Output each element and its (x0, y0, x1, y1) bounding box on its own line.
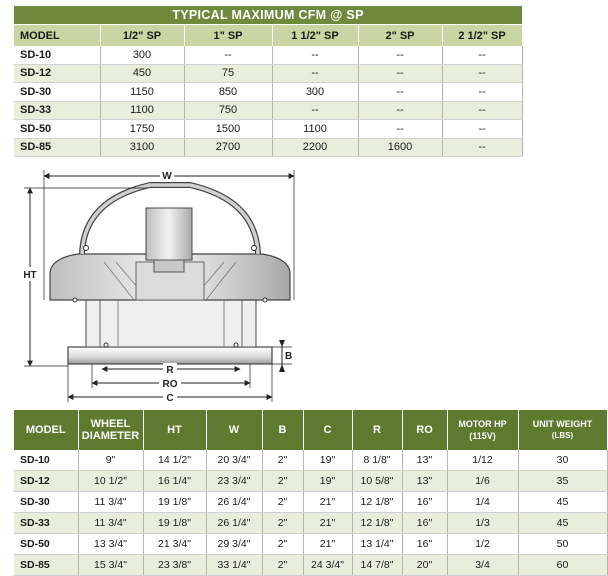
model-cell: SD-85 (14, 555, 78, 576)
cfm-cell: 2200 (272, 138, 358, 157)
spec-cell: 12 1/8" (352, 492, 402, 513)
spec-cell: 14 7/8" (352, 555, 402, 576)
cfm-cell: 75 (184, 64, 272, 83)
spec-cell: 21" (303, 513, 352, 534)
table-row (14, 555, 607, 576)
spec-cell: 15 3/4" (78, 555, 143, 576)
model-cell: SD-12 (14, 64, 100, 83)
spec-cell: 21" (303, 492, 352, 513)
spec-cell: 30 (518, 450, 607, 471)
model-cell: SD-85 (14, 138, 100, 157)
cfm-cell: -- (442, 138, 522, 157)
spec-cell: 45 (518, 492, 607, 513)
fan-dimension-drawing (0, 160, 608, 406)
spec-cell: 1/6 (447, 471, 518, 492)
cfm-cell: -- (184, 46, 272, 64)
spec-table (14, 410, 608, 576)
cfm-cell: -- (442, 120, 522, 139)
model-cell: SD-10 (14, 46, 100, 64)
cfm-header-two-half-sp: 2 1/2" SP (442, 25, 522, 47)
spec-header-b: B (262, 410, 303, 450)
spec-cell: 19 1/8" (143, 513, 206, 534)
spec-cell: 35 (518, 471, 607, 492)
spec-cell: 1/12 (447, 450, 518, 471)
cfm-cell: 1500 (184, 120, 272, 139)
spec-cell: 3/4 (447, 555, 518, 576)
spec-cell: 16 1/4" (143, 471, 206, 492)
spec-cell: 24 3/4" (303, 555, 352, 576)
model-cell: SD-12 (14, 471, 78, 492)
table-row (14, 83, 522, 102)
spec-cell: 2" (262, 450, 303, 471)
spec-cell: 16" (402, 492, 447, 513)
table-row (14, 450, 607, 471)
motor (146, 208, 192, 260)
table-row (14, 46, 522, 64)
spec-cell: 13" (402, 471, 447, 492)
cfm-cell: 2700 (184, 138, 272, 157)
spec-cell: 21 3/4" (143, 534, 206, 555)
spec-cell: 2" (262, 513, 303, 534)
model-cell: SD-30 (14, 83, 100, 102)
cfm-table-header-row (14, 25, 522, 47)
cfm-cell: 1600 (358, 138, 442, 157)
cfm-cell: 1150 (100, 83, 184, 102)
cfm-cell: 300 (272, 83, 358, 102)
spec-header-model: MODEL (14, 410, 78, 450)
spec-cell: 13" (402, 450, 447, 471)
b-label: B (285, 351, 293, 362)
cfm-header-half-sp: 1/2" SP (100, 25, 184, 47)
spec-cell: 14 1/2" (143, 450, 206, 471)
spec-cell: 26 1/4" (206, 492, 262, 513)
spec-header-wheel-diameter: WHEEL DIAMETER (78, 410, 143, 450)
spec-header-w: W (206, 410, 262, 450)
cfm-cell: -- (442, 46, 522, 64)
spec-cell: 8 1/8" (352, 450, 402, 471)
w-label: W (162, 171, 172, 182)
cfm-table-title-row (14, 6, 522, 25)
spec-cell: 23 3/4" (206, 471, 262, 492)
spec-cell: 11 3/4" (78, 513, 143, 534)
cfm-cell: -- (358, 101, 442, 120)
spec-header-ht: HT (143, 410, 206, 450)
cfm-cell: -- (272, 64, 358, 83)
spec-cell: 11 3/4" (78, 492, 143, 513)
cfm-cell: -- (358, 64, 442, 83)
ht-label: HT (23, 270, 37, 281)
spec-cell: 1/4 (447, 492, 518, 513)
spec-cell: 2" (262, 471, 303, 492)
table-row (14, 471, 607, 492)
c-label: C (166, 393, 174, 404)
cfm-cell: 3100 (100, 138, 184, 157)
spec-cell: 50 (518, 534, 607, 555)
spec-cell: 2" (262, 555, 303, 576)
table-row (14, 513, 607, 534)
spec-cell: 20" (402, 555, 447, 576)
table-row (14, 64, 522, 83)
cfm-header-model: MODEL (14, 25, 100, 47)
cfm-cell: 300 (100, 46, 184, 64)
spec-cell: 13 3/4" (78, 534, 143, 555)
cfm-cell: -- (272, 101, 358, 120)
cfm-header-one-sp: 1" SP (184, 25, 272, 47)
cfm-cell: -- (442, 83, 522, 102)
spec-cell: 19" (303, 471, 352, 492)
spec-cell: 20 3/4" (206, 450, 262, 471)
spec-cell: 1/3 (447, 513, 518, 534)
cfm-cell: 1750 (100, 120, 184, 139)
spec-cell: 45 (518, 513, 607, 534)
spec-cell: 13 1/4" (352, 534, 402, 555)
table-row (14, 492, 607, 513)
spec-cell: 1/2 (447, 534, 518, 555)
cfm-cell: -- (442, 64, 522, 83)
spec-header-c: C (303, 410, 352, 450)
model-cell: SD-50 (14, 120, 100, 139)
spec-cell: 33 1/4" (206, 555, 262, 576)
curb-frame (86, 300, 256, 347)
spec-header-ro: RO (402, 410, 447, 450)
cfm-cell: 750 (184, 101, 272, 120)
table-row (14, 534, 607, 555)
spec-cell: 2" (262, 492, 303, 513)
spec-cell: 23 3/8" (143, 555, 206, 576)
table-row (14, 138, 522, 157)
base-plate (68, 347, 272, 364)
cfm-header-one-half-sp: 1 1/2" SP (272, 25, 358, 47)
spec-cell: 9" (78, 450, 143, 471)
spec-cell: 10 5/8" (352, 471, 402, 492)
cfm-cell: 1100 (100, 101, 184, 120)
spec-cell: 12 1/8" (352, 513, 402, 534)
model-cell: SD-30 (14, 492, 78, 513)
cfm-table-title: TYPICAL MAXIMUM CFM @ SP (14, 6, 522, 25)
spec-table-header-row (14, 410, 607, 450)
spec-cell: 26 1/4" (206, 513, 262, 534)
cfm-cell: 850 (184, 83, 272, 102)
spec-cell: 21" (303, 534, 352, 555)
cfm-cell: 450 (100, 64, 184, 83)
model-cell: SD-33 (14, 101, 100, 120)
spec-cell: 2" (262, 534, 303, 555)
spec-header-motor-hp: MOTOR HP (115V) (447, 410, 518, 450)
cfm-table (14, 6, 523, 157)
cfm-cell: 1100 (272, 120, 358, 139)
spec-cell: 16" (402, 534, 447, 555)
spec-cell: 19" (303, 450, 352, 471)
spec-cell: 60 (518, 555, 607, 576)
cfm-header-two-sp: 2" SP (358, 25, 442, 47)
cfm-cell: -- (442, 101, 522, 120)
model-cell: SD-10 (14, 450, 78, 471)
cfm-cell: -- (358, 83, 442, 102)
cfm-cell: -- (358, 46, 442, 64)
spec-header-r: R (352, 410, 402, 450)
model-cell: SD-50 (14, 534, 78, 555)
table-row (14, 101, 522, 120)
spec-cell: 29 3/4" (206, 534, 262, 555)
cfm-cell: -- (358, 120, 442, 139)
ro-label: RO (162, 379, 178, 390)
cfm-cell: -- (272, 46, 358, 64)
spec-header-unit-weight: UNIT WEIGHT (LBS) (518, 410, 607, 450)
table-row (14, 120, 522, 139)
spec-cell: 16" (402, 513, 447, 534)
model-cell: SD-33 (14, 513, 78, 534)
spec-cell: 10 1/2" (78, 471, 143, 492)
r-label: R (166, 365, 174, 376)
spec-cell: 19 1/8" (143, 492, 206, 513)
